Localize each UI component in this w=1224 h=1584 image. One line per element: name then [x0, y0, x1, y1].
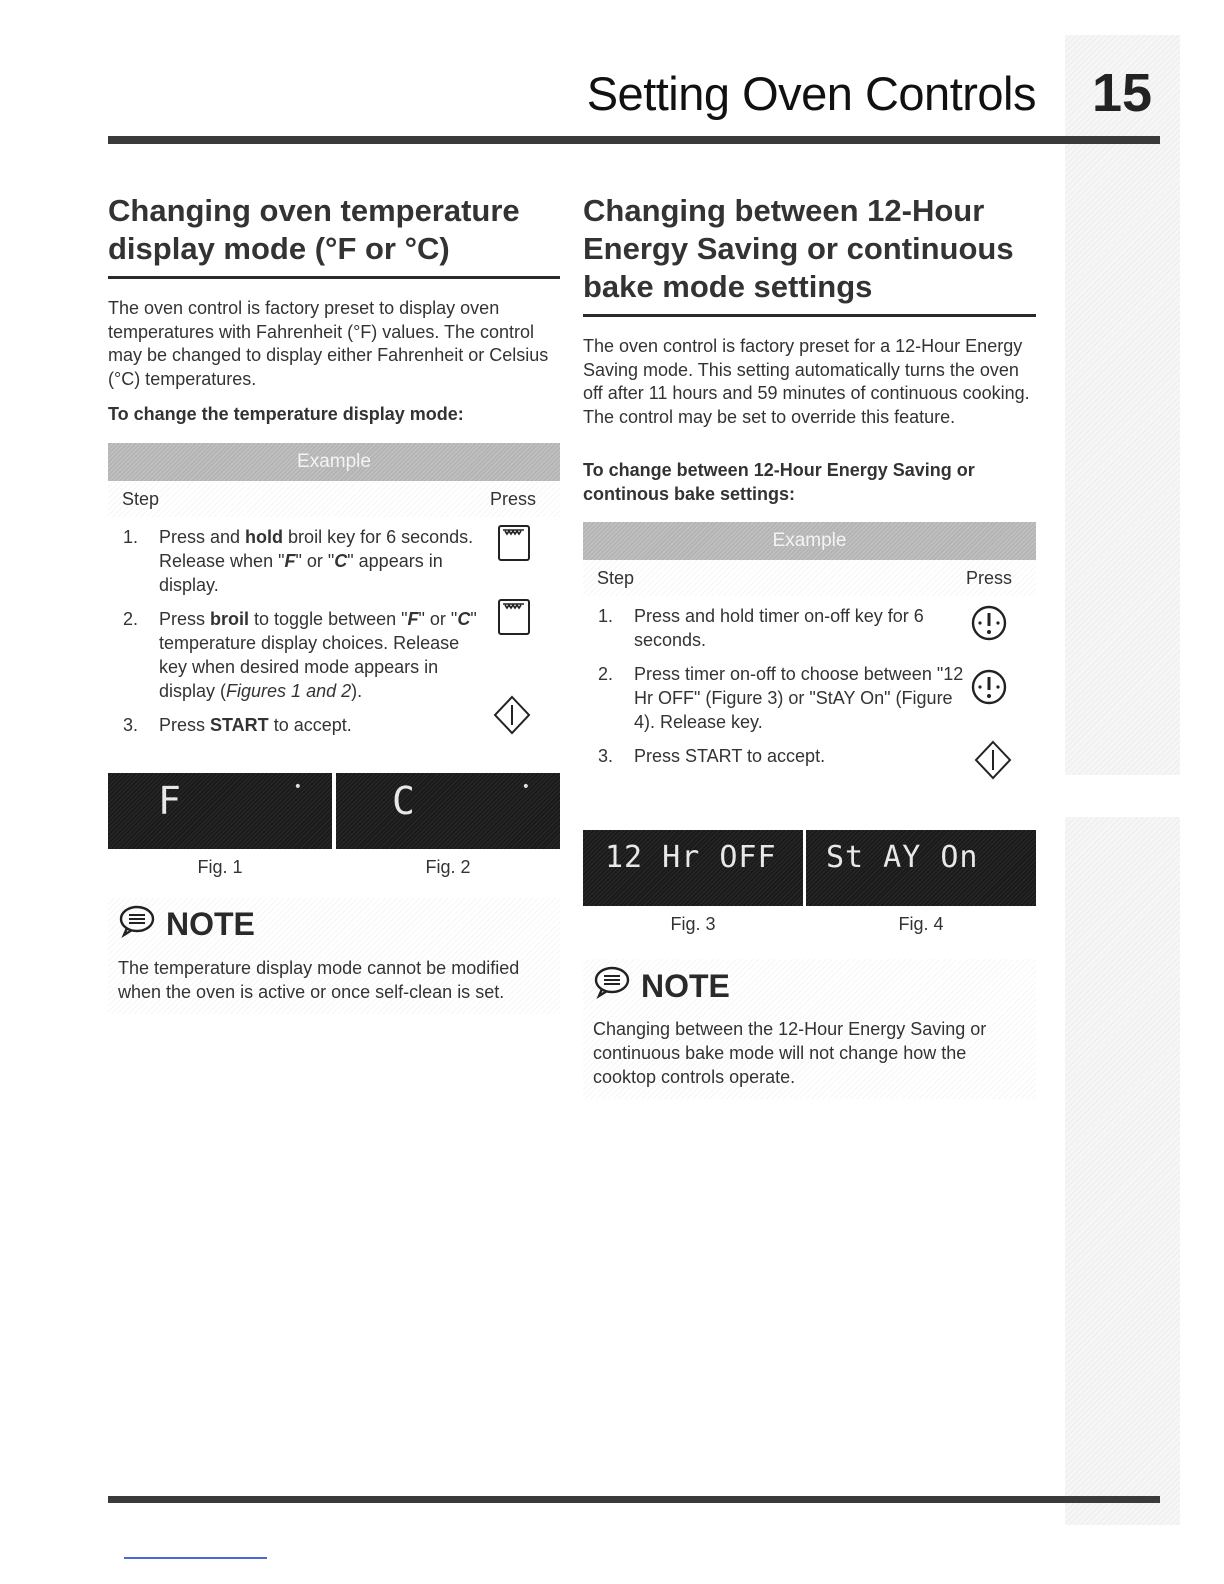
note-icon [593, 965, 631, 1007]
lcd-text: 12 Hr OFF [605, 840, 777, 875]
step-item: 1. Press and hold broil key for 6 seconds. Release when "F" or "C" appears in display. [108, 525, 560, 597]
step-press-header [583, 560, 1036, 596]
example-header: Example [108, 443, 560, 481]
example-table [108, 443, 560, 737]
note-text: The temperature display mode cannot be modified when the oven is active or once self-clean is set. [118, 957, 520, 1002]
step-column-label: Step [597, 568, 635, 588]
step-item: 2. Press broil to toggle between "F" or "C" temperature display choices. Release key when desired mode appears in display (Figures 1 and 2). [108, 607, 560, 703]
step-press-header [108, 481, 560, 517]
right-column [583, 192, 1036, 1099]
timer-key-icon [970, 668, 1008, 706]
press-column-label: Press [965, 568, 1012, 588]
note-heading: NOTE [641, 967, 730, 1004]
side-tab [1065, 35, 1180, 1525]
step-column-label: Step [122, 488, 160, 509]
figure-caption: Fig. 3 [670, 914, 716, 934]
figure-3 [583, 830, 803, 935]
page-number: 15 [1092, 63, 1153, 123]
header-rule [108, 136, 1160, 144]
section-rule [108, 276, 560, 279]
figure-1 [108, 773, 332, 878]
figure-row [108, 773, 560, 878]
section-rule [583, 314, 1036, 317]
broil-key-icon [498, 525, 530, 561]
note-box [108, 898, 560, 1014]
lcd-display: F • [108, 773, 332, 849]
figure-caption: Fig. 2 [425, 856, 471, 877]
note-heading: NOTE [166, 906, 255, 942]
example-table [583, 522, 1036, 768]
footer-link-line [124, 1557, 267, 1559]
note-text: Changing between the 12-Hour Energy Saving or continuous bake mode will not change how the cooktop controls operate. [593, 1019, 987, 1087]
broil-key-icon [498, 599, 530, 635]
instruction-subheading: To change between 12-Hour Energy Saving or continous bake settings: [583, 460, 975, 504]
section-heading-temperature-mode: Changing oven temperature display mode (°F or °C) [108, 193, 520, 266]
figure-4 [806, 830, 1036, 935]
lcd-display [583, 830, 803, 906]
press-column-label: Press [489, 488, 536, 509]
step-item: 3. Press START to accept. [598, 746, 826, 766]
example-header: Example [583, 522, 1036, 560]
step-list [583, 604, 1036, 768]
left-column [108, 192, 560, 1014]
note-box [583, 959, 1036, 1099]
intro-paragraph: The oven control is factory preset to display oven temperatures with Fahrenheit (°F) values. The control may be changed to display either Fahrenheit or Celsius (°C) temperatures. [108, 298, 549, 389]
lcd-text: F [158, 778, 181, 823]
step-item: 2. Press timer on-off to choose between "12 Hr OFF" (Figure 3) or "StAY On" (Figure 4). Release key. [583, 662, 1036, 734]
figure-2 [336, 773, 560, 878]
lcd-text: St AY On [826, 840, 979, 875]
timer-key-icon [970, 604, 1008, 642]
section-heading-energy-saving: Changing between 12-Hour Energy Saving or continuous bake mode settings [583, 193, 1014, 304]
lcd-display [806, 830, 1036, 906]
figure-caption: Fig. 4 [898, 914, 944, 934]
step-list [108, 525, 560, 737]
note-icon [118, 904, 156, 946]
intro-paragraph: The oven control is factory preset for a 12-Hour Energy Saving mode. This setting automatically turns the oven off after 11 hours and 59 minutes of continuous cooking. The control may be set to override this feature. [583, 336, 1030, 427]
lcd-text: C [392, 778, 415, 823]
lcd-display: C • [336, 773, 560, 849]
footer-rule [108, 1496, 1160, 1503]
instruction-subheading: To change the temperature display mode: [108, 404, 464, 424]
figure-row [583, 830, 1036, 935]
figure-caption: Fig. 1 [197, 856, 243, 877]
step-item: 3. Press START to accept. [123, 714, 352, 735]
page-title: Setting Oven Controls [586, 67, 1036, 120]
step-item: 1. Press and hold timer on-off key for 6 seconds. [583, 604, 1036, 652]
